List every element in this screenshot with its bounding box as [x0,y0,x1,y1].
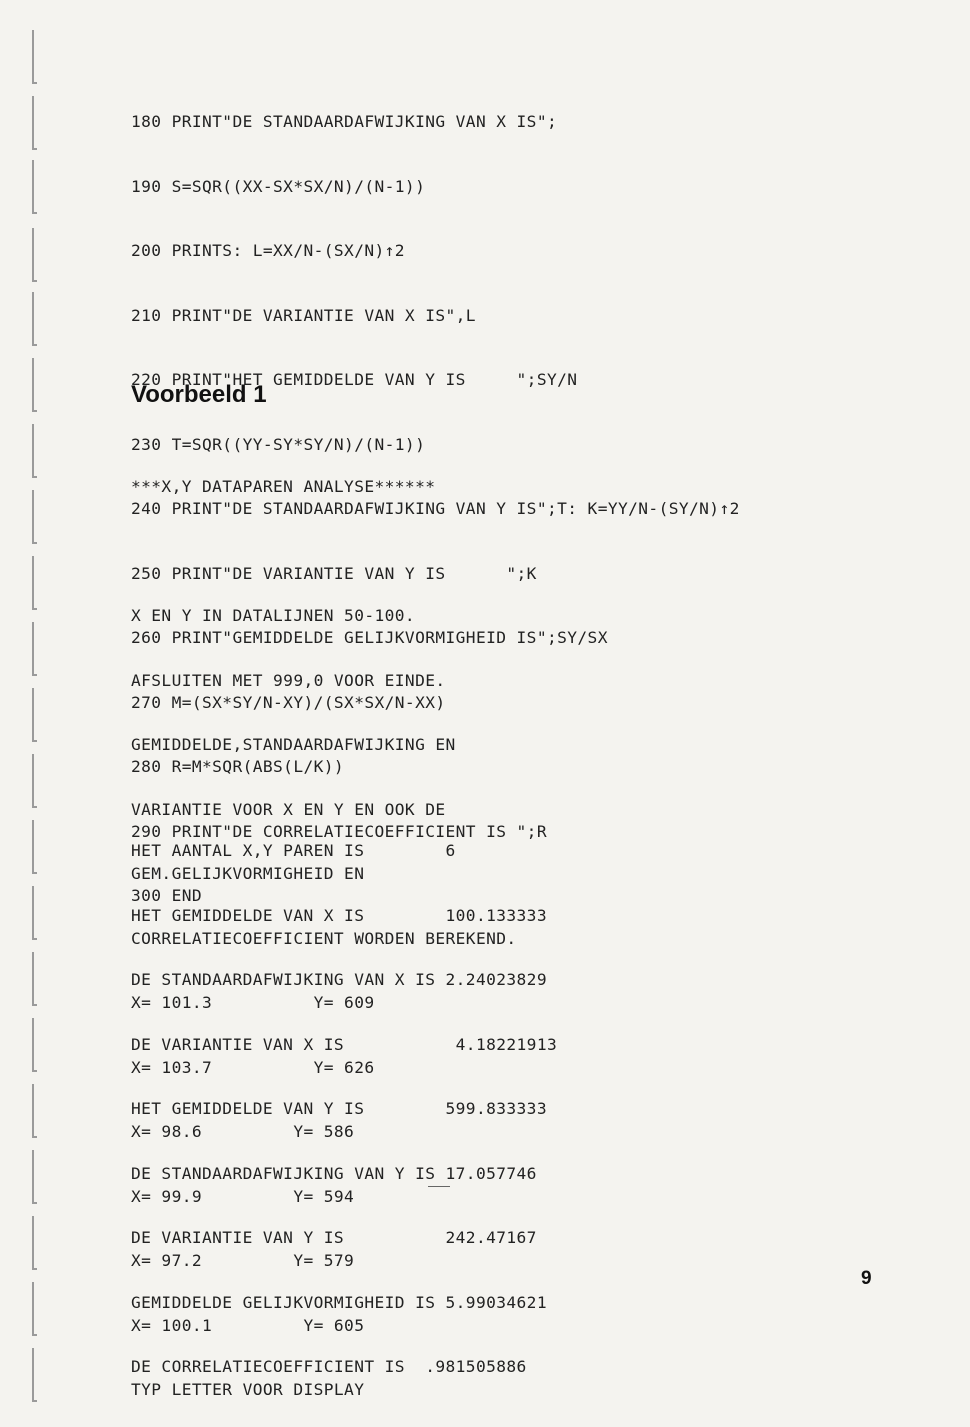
listing-line: 200 PRINTS: L=XX/N-(SX/N)↑2 [131,241,405,260]
listing-line: 240 PRINT"DE STANDAARDAFWIJKING VAN Y IS";T: K=YY/N-(SY/N)↑2 [131,499,740,518]
output-line: X= 99.9 Y= 594 [131,1186,355,1206]
output-line: AFSLUITEN MET 999,0 VOOR EINDE. [131,670,446,690]
statistics-results [131,797,557,1399]
result-line: GEMIDDELDE GELIJKVORMIGHEID IS 5.99034621 [131,1292,547,1312]
divider-dash [428,1186,450,1187]
listing-line: 220 PRINT"HET GEMIDDELDE VAN Y IS ";SY/N [131,370,578,389]
page-number: 9 [861,1268,872,1289]
result-line: DE CORRELATIECOEFFICIENT IS .981505886 [131,1357,527,1376]
output-line: VARIANTIE VOOR X EN Y EN OOK DE [131,799,446,819]
result-line: DE STANDAARDAFWIJKING VAN Y IS 17.057746 [131,1163,537,1183]
result-line: DE VARIANTIE VAN X IS 4.18221913 [131,1034,558,1054]
result-line: HET AANTAL X,Y PAREN IS 6 [131,841,456,860]
listing-line: 210 PRINT"DE VARIANTIE VAN X IS",L [131,305,476,325]
result-line: HET GEMIDDELDE VAN X IS 100.133333 [131,905,547,925]
output-line [131,541,517,563]
output-line: ***X,Y DATAPAREN ANALYSE****** [131,477,436,496]
output-line: X= 98.6 Y= 586 [131,1122,355,1141]
listing-line: 190 S=SQR((XX-SX*SX/N)/(N-1)) [131,176,426,196]
listing-line: 270 M=(SX*SY/N-XY)/(SX*SX/N-XX) [131,692,446,712]
output-line: GEM.GELIJKVORMIGHEID EN [131,864,365,883]
output-line: X= 100.1 Y= 605 [131,1315,365,1335]
output-line: X EN Y IN DATALIJNEN 50-100. [131,606,416,625]
section-heading: Voorbeeld 1 [131,381,267,408]
listing-line: 230 T=SQR((YY-SY*SY/N)/(N-1)) [131,434,426,454]
output-line: TYP LETTER VOOR DISPLAY [131,1380,365,1399]
listing-line: 300 END [131,886,203,905]
listing-line: 260 PRINT"GEMIDDELDE GELIJKVORMIGHEID IS";SY/SX [131,628,608,647]
listing-line: 250 PRINT"DE VARIANTIE VAN Y IS ";K [131,563,537,583]
output-line: X= 101.3 Y= 609 [131,993,375,1012]
result-line: DE STANDAARDAFWIJKING VAN X IS 2.24023829 [131,970,547,989]
listing-line: 290 PRINT"DE CORRELATIECOEFFICIENT IS ";R [131,821,547,841]
output-line: CORRELATIECOEFFICIENT WORDEN BEREKEND. [131,928,517,948]
output-line: X= 97.2 Y= 579 [131,1251,355,1270]
output-line: X= 103.7 Y= 626 [131,1057,375,1077]
result-line: HET GEMIDDELDE VAN Y IS 599.833333 [131,1099,547,1118]
listing-line: 280 R=M*SQR(ABS(L/K)) [131,757,345,776]
result-line: DE VARIANTIE VAN Y IS 242.47167 [131,1228,537,1247]
binder-holes [22,0,42,1427]
listing-line: 180 PRINT"DE STANDAARDAFWIJKING VAN X IS"; [131,112,558,131]
output-line: GEMIDDELDE,STANDAARDAFWIJKING EN [131,735,456,754]
